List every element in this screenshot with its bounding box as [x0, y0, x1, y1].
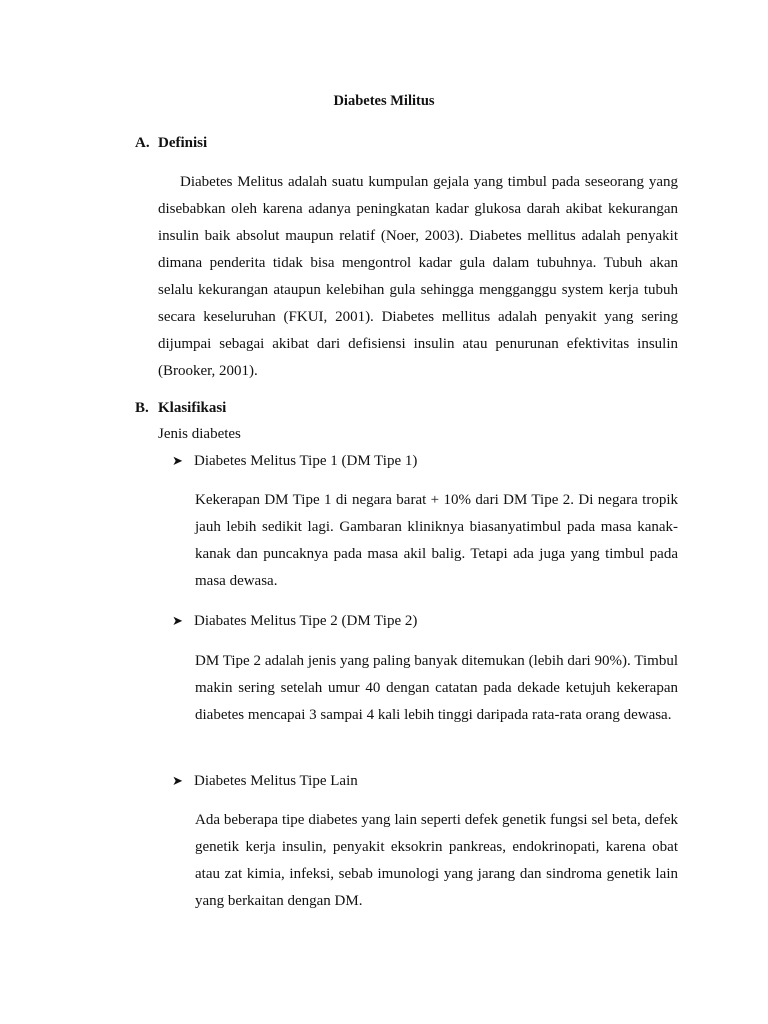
- list-item-description: Ada beberapa tipe diabetes yang lain seperti defek genetik fungsi sel beta, defek genetik kerja insulin, penyakit eksokrin pankreas, endokrinopati, karena obat atau zat kimia, infeksi, sebab imunologi yang jarang dan sindroma genetik lain yang berkaitan dengan DM.: [195, 812, 678, 909]
- section-number: A.: [135, 135, 150, 151]
- list-item-description: Kekerapan DM Tipe 1 di negara barat + 10% dari DM Tipe 2. Di negara tropik jauh lebih sedikit lagi. Gambaran kliniknya biasanyatimbul pada masa kanak-kanak dan puncaknya pada masa akil balig. Tetapi ada juga yang timbul pada masa dewasa.: [195, 492, 678, 589]
- section-heading-label: Definisi: [158, 135, 208, 151]
- list-item-title: Diabetes Melitus Tipe Lain: [194, 773, 358, 789]
- section-heading-label: Klasifikasi: [158, 400, 227, 416]
- section-number: B.: [135, 400, 149, 416]
- section-heading-klasifikasi: [135, 400, 226, 417]
- list-item-title: Diabetes Melitus Tipe 1 (DM Tipe 1): [194, 453, 418, 469]
- classification-intro: Jenis diabetes: [158, 426, 241, 442]
- arrowhead-bullet-icon: ➤: [172, 774, 183, 789]
- list-item-description: DM Tipe 2 adalah jenis yang paling banyak ditemukan (lebih dari 90%). Timbul makin sering setelah umur 40 dengan catatan pada dekade ketujuh kekerapan diabetes mencapai 3 sampai 4 kali lebih tinggi daripada rata-rata orang dewasa.: [195, 653, 678, 723]
- arrowhead-bullet-icon: ➤: [172, 454, 183, 469]
- list-item-dm-tipe-2: [172, 613, 417, 630]
- list-item-title: Diabates Melitus Tipe 2 (DM Tipe 2): [194, 613, 418, 629]
- document-title: Diabetes Militus: [333, 93, 435, 109]
- list-item-dm-tipe-lain: [172, 773, 358, 790]
- arrowhead-bullet-icon: ➤: [172, 614, 183, 629]
- definition-paragraph: Diabetes Melitus adalah suatu kumpulan gejala yang timbul pada seseorang yang disebabkan oleh karena adanya peningkatan kadar glukosa darah akibat kekurangan insulin baik absolut maupun relatif (Noer, 2003). Diabetes mellitus adalah penyakit dimana penderita tidak bisa mengontrol kadar gula dalam tubuhnya. Tubuh akan selalu kekurangan ataupun kelebihan gula sehingga mengganggu system kerja tubuh secara keseluruhan (FKUI, 2001). Diabetes mellitus adalah penyakit yang sering dijumpai sebagai akibat dari defisiensi insulin atau penurunan efektivitas insulin (Brooker, 2001).: [158, 174, 678, 379]
- section-heading-definisi: [135, 135, 207, 152]
- list-item-dm-tipe-1: [172, 453, 417, 470]
